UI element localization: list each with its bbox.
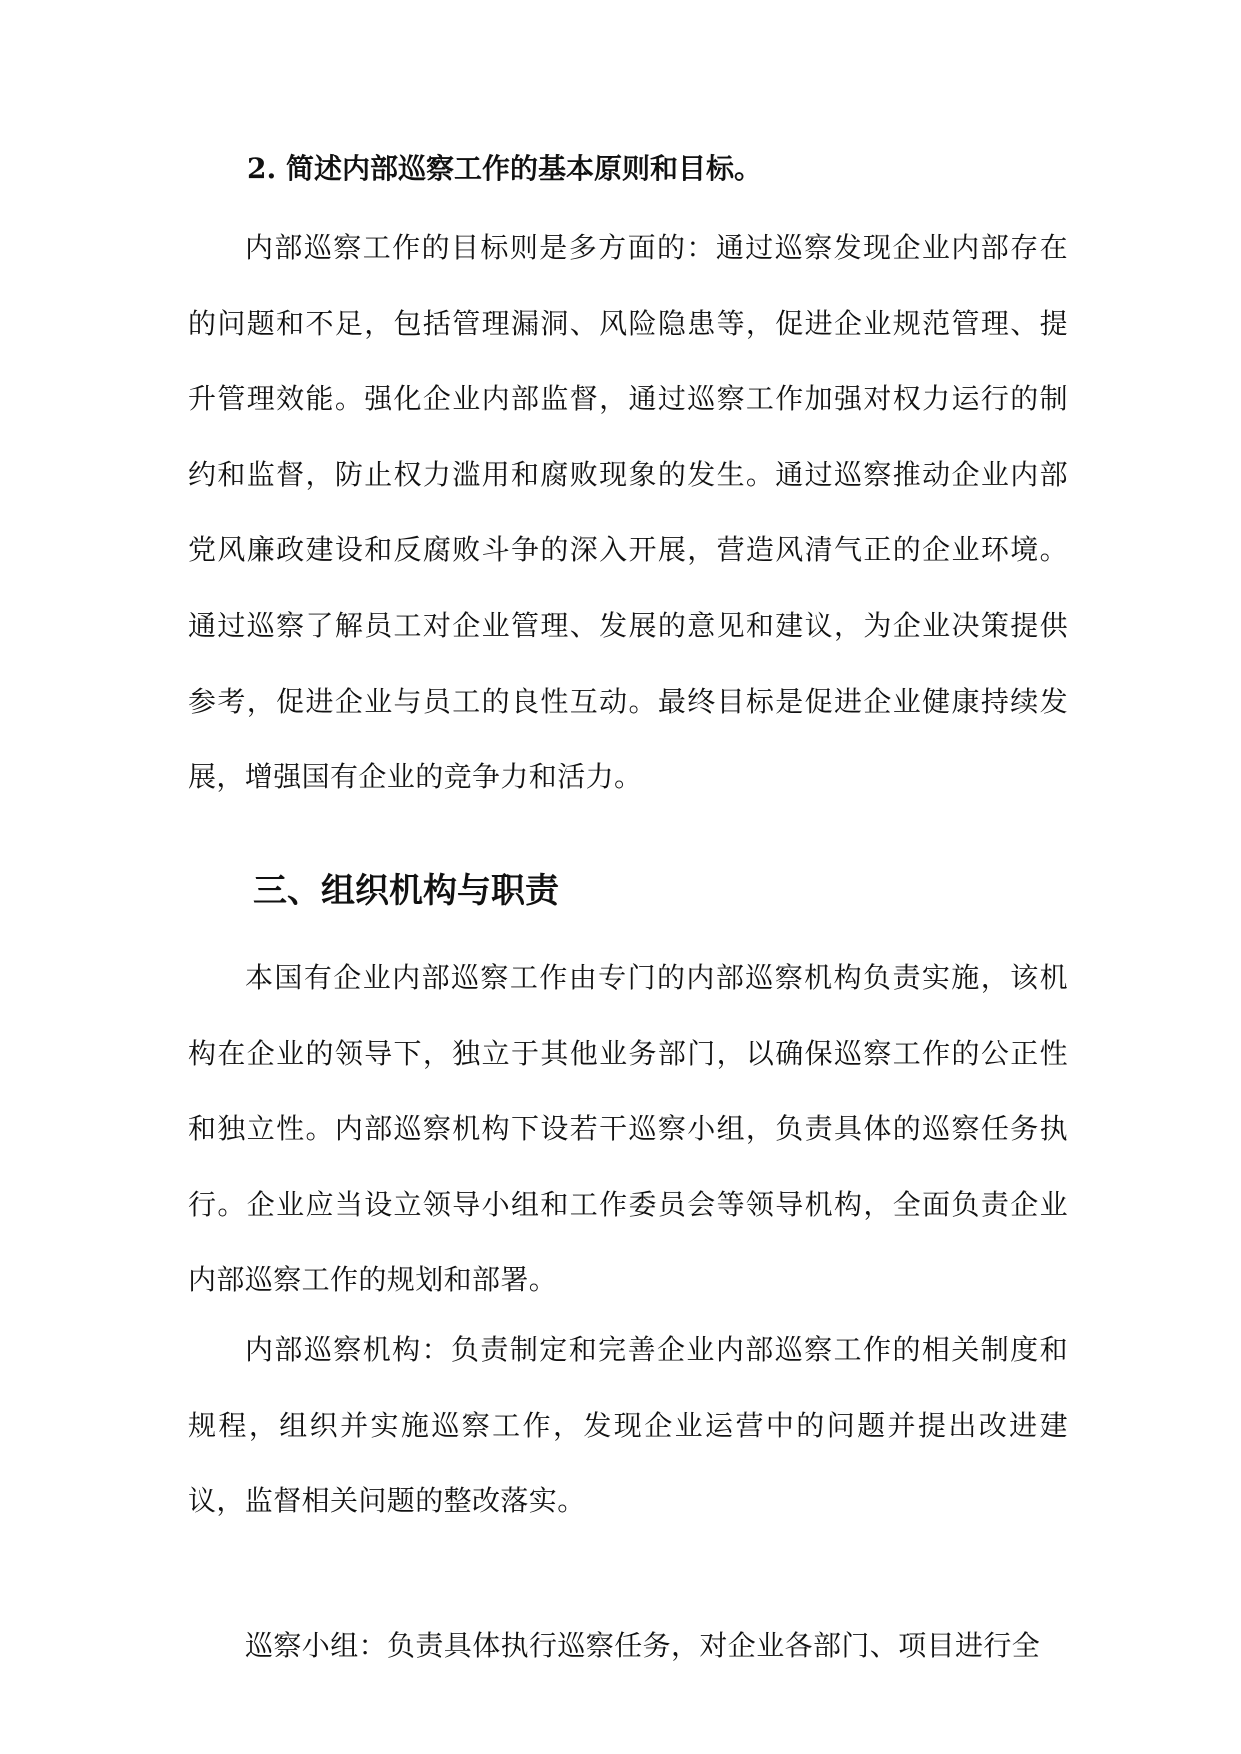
paragraph-inspection-body: 内部巡察机构：负责制定和完善企业内部巡察工作的相关制度和规程，组织并实施巡察工作，发现企业运营中的问题并提出改进建议，监督相关问题的整改落实。 [188,1333,1068,1518]
section-heading: 三、组织机构与职责 [253,871,559,911]
paragraph-inspection-team: 巡察小组：负责具体执行巡察任务，对企业各部门、项目进行全 [245,1629,1041,1662]
subheading: 2. 简述内部巡察工作的基本原则和目标。 [247,152,762,185]
paragraph-goals: 内部巡察工作的目标则是多方面的：通过巡察发现企业内部存在的问题和不足，包括管理漏洞、风险隐患等，促进企业规范管理、提升管理效能。强化企业内部监督，通过巡察工作加强对权力运行的制约和监督，防止权力滥用和腐败现象的发生。通过巡察推动企业内部党风廉政建设和反腐败斗争的深入开展，营造风清气正的企业环境。通过巡察了解员工对企业管理、发展的意见和建议，为企业决策提供参考，促进企业与员工的良性互动。最终目标是促进企业健康持续发展，增强国有企业的竞争力和活力。 [188,231,1068,794]
paragraph-organization: 本国有企业内部巡察工作由专门的内部巡察机构负责实施，该机构在企业的领导下，独立于其他业务部门，以确保巡察工作的公正性和独立性。内部巡察机构下设若干巡察小组，负责具体的巡察任务执行。企业应当设立领导小组和工作委员会等领导机构，全面负责企业内部巡察工作的规划和部署。 [188,961,1068,1297]
